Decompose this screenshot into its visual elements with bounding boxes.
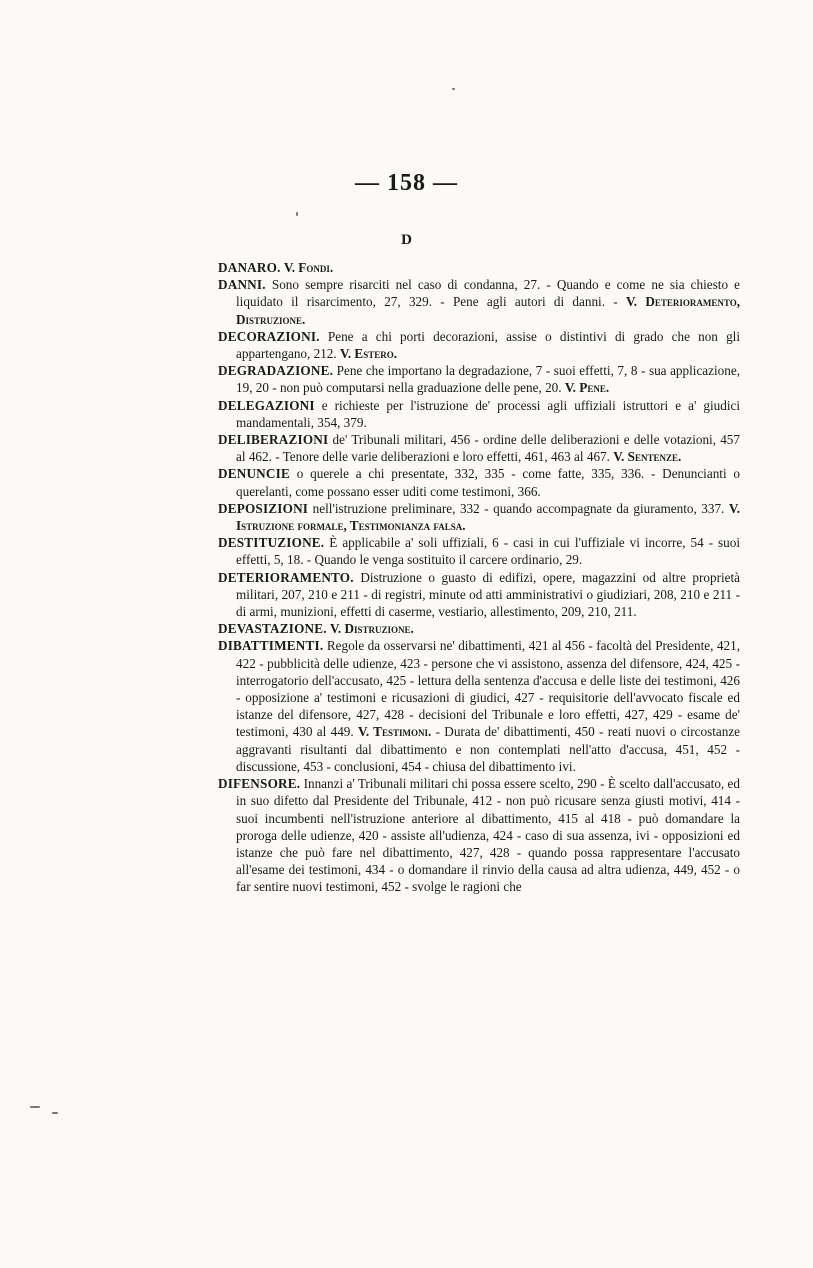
entry-head: DANARO. <box>218 260 281 275</box>
entry-see: V. Pene. <box>564 380 610 396</box>
entry-head: DECORAZIONI. <box>218 328 320 344</box>
entry-body: nell'istruzione preliminare, 332 - quando accompagnate da giuramento, 337. <box>312 500 725 516</box>
entry-body: Sono sempre risarciti nel caso di condanna, 27. - Quando e come ne sia chiesto e liquidato il risarcimento, 27, 329. - Pene agli autori di danni. - <box>236 277 741 310</box>
index-entry <box>218 775 740 895</box>
entry-head: DELIBERAZIONI <box>218 432 329 448</box>
entry-head: DEPOSIZIONI <box>218 500 309 516</box>
entry-head: DETERIORAMENTO. <box>218 569 354 585</box>
entry-body: de' Tribunali militari, 456 - ordine delle deliberazioni e delle votazioni, 457 al 462. - Tenore delle varie deliberazioni e loro effetti, 461, 463 al 467. <box>236 432 740 465</box>
index-entry <box>218 431 740 465</box>
entry-see: V. Distruzione. <box>330 621 414 637</box>
index-entries <box>218 259 740 896</box>
entry-body: Innanzi a' Tribunali militari chi possa essere scelto, 290 - È scelto dall'accusato, ed in suo difetto dal Presidente del Tribunale, 412 - non può ricusare senza giusti motivi, 414 - suoi incumbenti nell'istruzione anteriore al dibattimento, 415 al 418 - può domandare la proroga delle udienze, 420 - assiste all'udienza, 424 - caso di sua assenza, ivi - opposizioni ed istanze che può fare nel dibattimento, 427, 428 - quando possa rappresentare l'accusato all'esame dei testimoni, 434 - o domandare il rinvio della causa ad altra udienza, 449, 452 - o far sentire nuovi testimoni, 452 - svolge le ragioni che <box>236 776 740 895</box>
entry-head: DELEGAZIONI <box>218 397 315 413</box>
section-letter: D <box>401 232 412 248</box>
index-entry <box>218 362 741 396</box>
scan-speck <box>296 212 298 216</box>
index-entry <box>218 397 741 431</box>
entry-head: DESTITUZIONE. <box>218 535 325 551</box>
entry-see: V. Sentenze. <box>613 449 682 465</box>
entry-head: DANNI. <box>218 277 266 293</box>
scan-speck <box>452 88 455 90</box>
index-entry <box>218 534 741 568</box>
index-entry <box>218 569 740 621</box>
entry-head: DENUNCIE <box>218 466 290 482</box>
entry-body: È applicabile a' soli uffiziali, 6 - casi in cui l'uffiziale vi incorre, 54 - suoi effetti, 5, 18. - Quando le venga sostituito il carcere ordinario, 29. <box>236 535 741 568</box>
entry-head: DIBATTIMENTI. <box>218 638 324 654</box>
entry-see: V. Testimoni. <box>358 724 432 740</box>
index-entry <box>218 620 740 637</box>
entry-body: Pene a chi porti decorazioni, assise o distintivi di grado che non gli appartengano, 212. <box>236 328 741 362</box>
entry-body-continued: - Durata de' dibattimenti, 450 - reati nuovi o circostanze aggravanti risultanti dal dibattimento e non contemplati nell'atto d'accusa, 451, 452 - discussione, 453 - conclusioni, 454 - chiusa del dibattimento ivi. <box>236 724 741 774</box>
scan-speck <box>30 1106 40 1108</box>
index-entry <box>218 465 741 499</box>
index-entry <box>218 276 741 328</box>
entry-head: DEGRADAZIONE. <box>218 363 334 379</box>
entry-see: V. Deterioramento, Distruzione. <box>236 294 740 327</box>
index-entry <box>218 328 741 362</box>
entry-body: Regole da osservarsi ne' dibattimenti, 421 al 456 - facoltà del Presidente, 421, 422 - pubblicità delle udienze, 423 - persone che vi assistono, assenza del difensore, 424, 425 - interrogatorio dell'accusato, 425 - lettura della sentenza d'accusa e delle liste dei testimoni, 426 - opposizione a' testimoni e ricusazioni di giudici, 427 - requisitorie dell'avvocato fiscale ed istanze del difensore, 427, 428 - decisioni del Tribunale e loro effetti, 427, 429 - esame de' testimoni, 430 al 449. <box>236 638 741 740</box>
entry-body: o querele a chi presentate, 332, 335 - come fatte, 335, 336. - Denuncianti o querelanti, come possano esser uditi come testimoni, 366. <box>236 466 741 499</box>
entry-body: Pene che importano la degradazione, 7 - suoi effetti, 7, 8 - sua applicazione, 19, 20 - non può computarsi nella graduazione delle pene, 20. <box>236 363 741 396</box>
entry-head: DIFENSORE. <box>218 776 301 792</box>
entry-body: Distruzione o guasto di edifizi, opere, magazzini od altre proprietà militari, 207, 210 e 211 - di registri, minute od atti amministrativi o giudiziari, 208, 210 e 211 - di armi, munizioni, effetti di caserme, vestiario, allestimento, 209, 210, 211. <box>236 569 740 620</box>
entry-see: V. Istruzione formale, Testimonianza falsa. <box>236 500 741 534</box>
entry-head: DEVASTAZIONE. <box>218 621 327 637</box>
entry-body: e richieste per l'istruzione de' processi agli uffiziali istruttori e a' giudici mandamentali, 354, 379. <box>236 397 741 430</box>
index-entry <box>218 637 741 775</box>
scan-speck <box>52 1112 58 1114</box>
index-entry <box>218 259 740 276</box>
index-entry <box>218 500 741 534</box>
entry-see: V. Fondi. <box>283 260 334 275</box>
entry-see: V. Estero. <box>340 346 398 362</box>
page-number: — 158 — <box>355 170 458 196</box>
